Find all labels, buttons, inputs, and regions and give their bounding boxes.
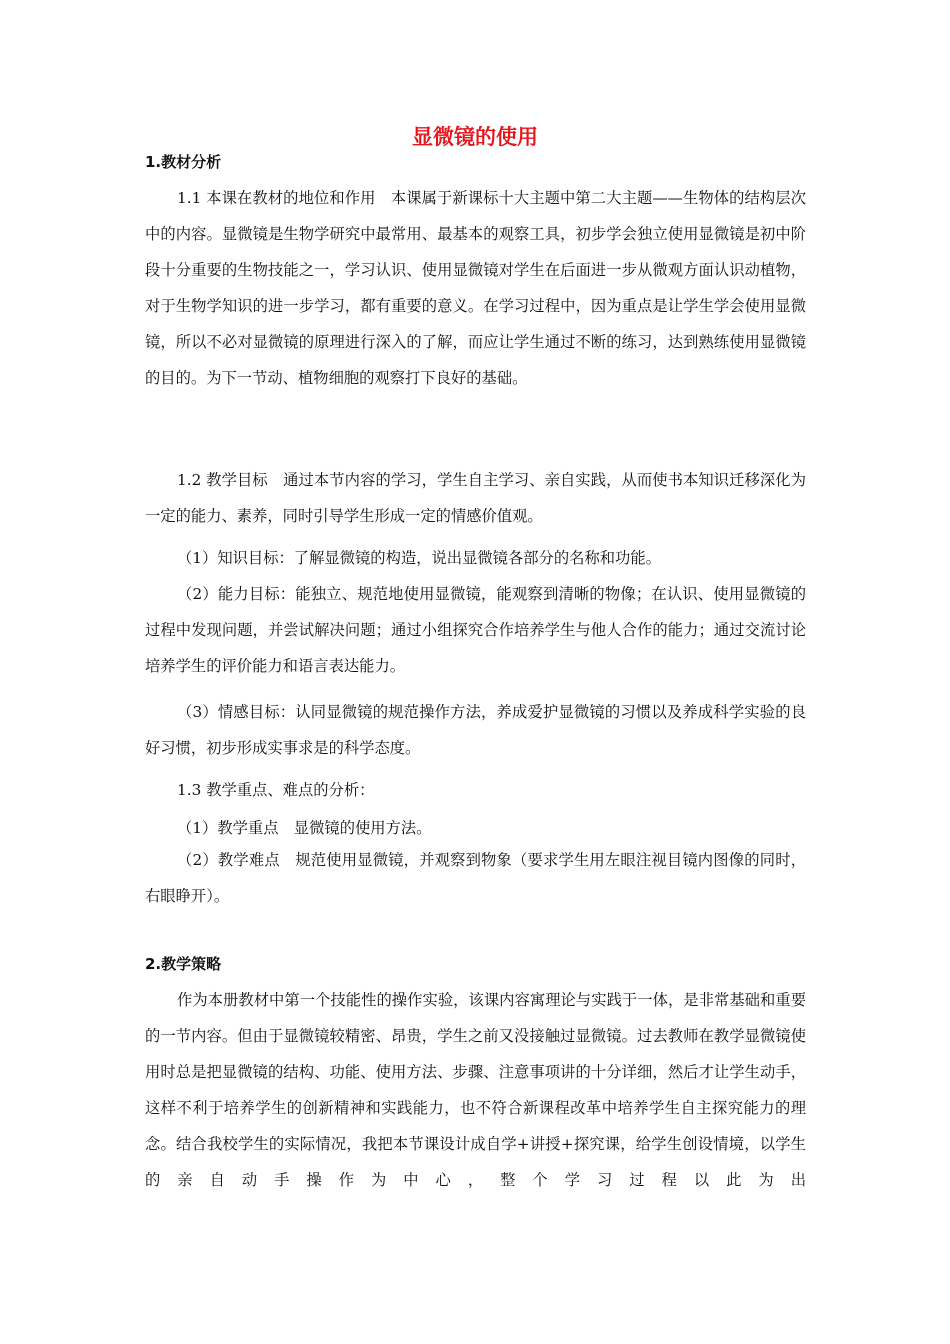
goal-knowledge: （1）知识目标：了解显微镜的构造，说出显微镜各部分的名称和功能。 <box>177 549 661 567</box>
paragraph-key-points: 1.3 教学重点、难点的分析： <box>177 781 375 799</box>
paragraph-strategy: 作为本册教材中第一个技能性的操作实验，该课内容寓理论与实践于一体，是非常基础和重要的一节内容。但由于显微镜较精密、昂贵，学生之前又没接触过显微镜。过去教师在教学显微镜使用时总是把显微镜的结构、功能、使用方法、步骤、注意事项讲的十分详细，然后才让学生动手，这样不利于培养学生的创新精神和实践能力，也不符合新课程改革中培养学生自主探究能力的理念。结合我校学生的实际情况，我把本节课设计成自学+讲授+探究课，给学生创设情境，以学生的亲自动手操作为中心，整个学习过程以此为出 <box>145 991 806 1189</box>
goal-emotion: （3）情感目标：认同显微镜的规范操作方法，养成爱护显微镜的习惯以及养成科学实验的良好习惯，初步形成实事求是的科学态度。 <box>145 703 806 757</box>
section-heading-2: 2.教学策略 <box>145 955 222 973</box>
paragraph-position-role: 1.1 本课在教材的地位和作用 本课属于新课标十大主题中第二大主题——生物体的结构层次中的内容。显微镜是生物学研究中最常用、最基本的观察工具，初步学会独立使用显微镜是初中阶段十分重要的生物技能之一，学习认识、使用显微镜对学生在后面进一步从微观方面认识动植物，对于生物学知识的进一步学习，都有重要的意义。在学习过程中，因为重点是让学生学会使用显微镜，所以不必对显微镜的原理进行深入的了解，而应让学生通过不断的练习，达到熟练使用显微镜的目的。为下一节动、植物细胞的观察打下良好的基础。 <box>145 189 806 387</box>
goal-ability: （2）能力目标：能独立、规范地使用显微镜，能观察到清晰的物像；在认识、使用显微镜的过程中发现问题，并尝试解决问题；通过小组探究合作培养学生与他人合作的能力；通过交流讨论培养学生的评价能力和语言表达能力。 <box>145 585 806 675</box>
paragraph-teaching-goals: 1.2 教学目标 通过本节内容的学习，学生自主学习、亲自实践，从而使书本知识迁移深化为一定的能力、素养，同时引导学生形成一定的情感价值观。 <box>145 471 806 525</box>
page-title: 显微镜的使用 <box>412 125 538 149</box>
section-heading-1: 1.教材分析 <box>145 153 222 171</box>
key-point: （1）教学重点 显微镜的使用方法。 <box>177 819 432 837</box>
difficult-point: （2）教学难点 规范使用显微镜，并观察到物象（要求学生用左眼注视目镜内图像的同时，右眼睁开）。 <box>145 851 806 905</box>
